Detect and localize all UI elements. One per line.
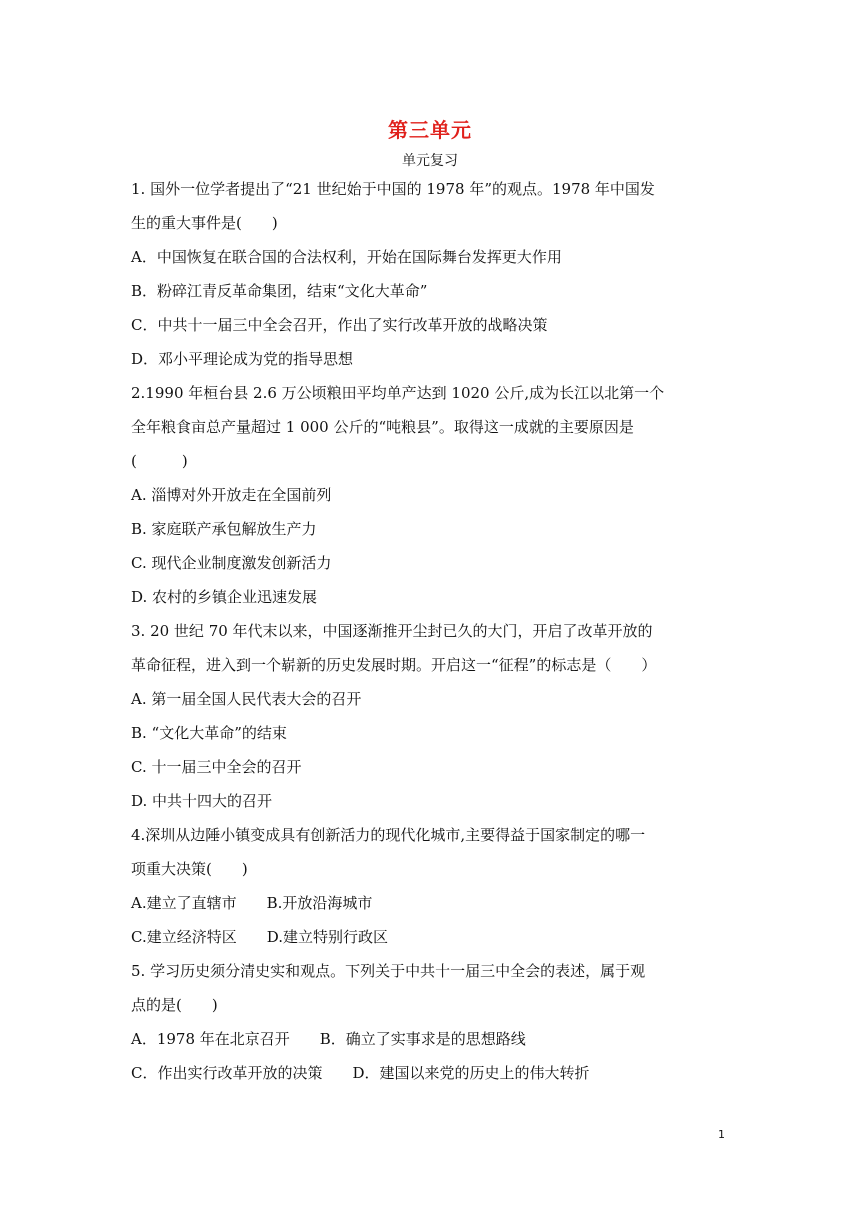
text-line: C.建立经济特区 D.建立特别行政区 <box>131 928 388 946</box>
text-line: D. 中共十四大的召开 <box>131 792 273 810</box>
text-line: A．中国恢复在联合国的合法权利，开始在国际舞台发挥更大作用 <box>131 248 562 266</box>
questions-body <box>131 172 731 1090</box>
text-line: 2.1990 年桓台县 2.6 万公顷粮田平均单产达到 1020 公斤,成为长江以北第一个 <box>131 384 665 402</box>
text-line: ( ) <box>131 452 188 470</box>
text-line: D. 农村的乡镇企业迅速发展 <box>131 588 318 606</box>
text-line: A. 第一届全国人民代表大会的召开 <box>131 690 362 708</box>
text-line: D．邓小平理论成为党的指导思想 <box>131 350 354 368</box>
text-line: 项重大决策( ) <box>131 860 248 878</box>
text-line: 3. 20 世纪 70 年代末以来，中国逐渐推开尘封已久的大门，开启了改革开放的 <box>131 622 653 640</box>
text-line: A.建立了直辖市 B.开放沿海城市 <box>131 894 373 912</box>
page-title: 第三单元 <box>388 118 472 142</box>
page-subtitle: 单元复习 <box>402 153 458 169</box>
text-line: C. 十一届三中全会的召开 <box>131 758 302 776</box>
text-line: 生的重大事件是( ) <box>131 214 278 232</box>
text-line: A．1978 年在北京召开 B．确立了实事求是的思想路线 <box>131 1030 526 1048</box>
text-line: 1. 国外一位学者提出了“21 世纪始于中国的 1978 年”的观点。1978 年中国发 <box>131 180 655 198</box>
text-line: C．作出实行改革开放的决策 D．建国以来党的历史上的伟大转折 <box>131 1064 590 1082</box>
text-line: A. 淄博对外开放走在全国前列 <box>131 486 332 504</box>
text-line: 点的是( ) <box>131 996 218 1014</box>
text-line: 5. 学习历史须分清史实和观点。下列关于中共十一届三中全会的表述，属于观 <box>131 962 646 980</box>
page-number: 1 <box>718 1128 725 1141</box>
text-line: B. “文化大革命”的结束 <box>131 724 287 742</box>
text-line: B. 家庭联产承包解放生产力 <box>131 520 317 538</box>
text-line: C. 现代企业制度激发创新活力 <box>131 554 332 572</box>
text-line: C．中共十一届三中全会召开，作出了实行改革开放的战略决策 <box>131 316 548 334</box>
text-line: 革命征程，进入到一个崭新的历史发展时期。开启这一“征程”的标志是（ ） <box>131 656 657 674</box>
text-line: B．粉碎江青反革命集团，结束“文化大革命” <box>131 282 428 300</box>
text-line: 全年粮食亩总产量超过 1 000 公斤的“吨粮县”。取得这一成就的主要原因是 <box>131 418 634 436</box>
text-line: 4.深圳从边陲小镇变成具有创新活力的现代化城市,主要得益于国家制定的哪一 <box>131 826 646 844</box>
